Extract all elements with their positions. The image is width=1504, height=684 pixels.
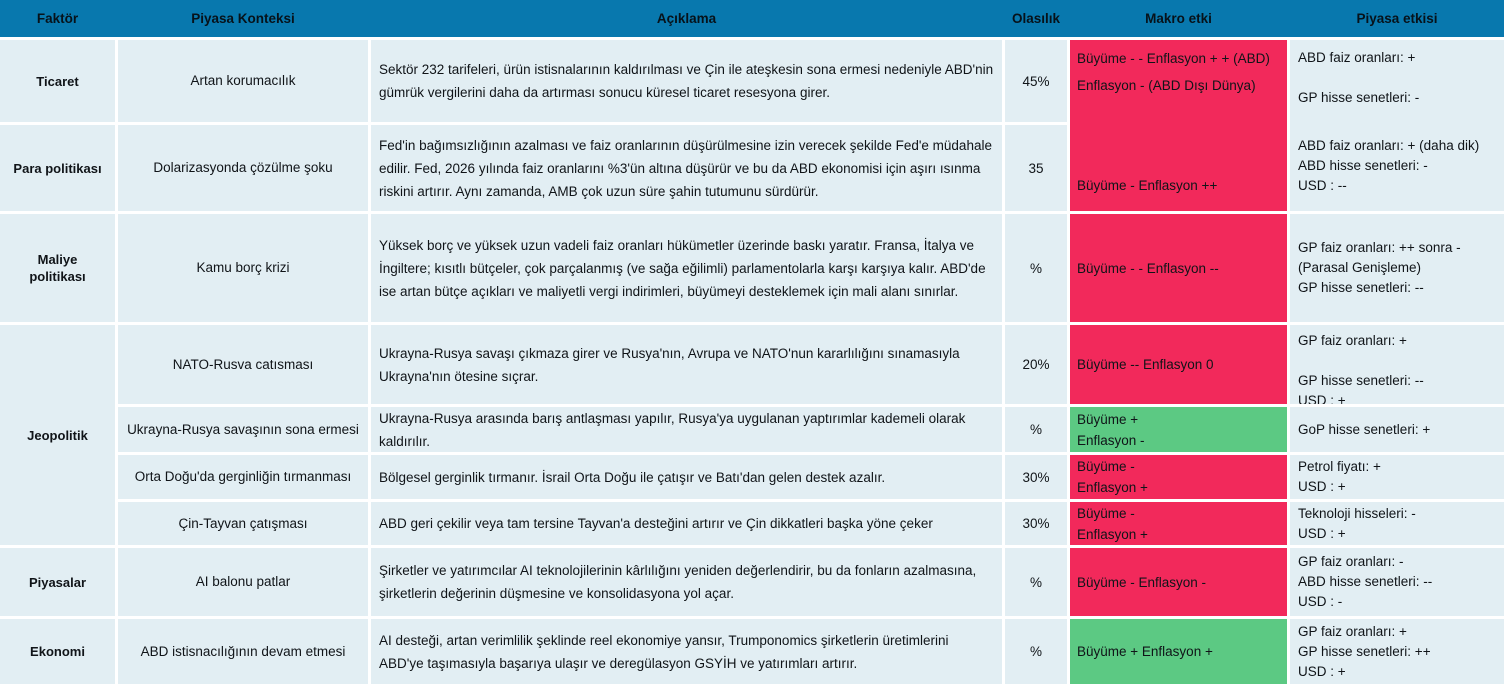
description-nato-rusya: Ukrayna-Rusya savaşı çıkmaza girer ve Rusya'nın, Avrupa ve NATO'nun kararlılığını sınamasıyla Ukrayna'nın ötesine sıçrar. bbox=[371, 325, 1002, 404]
macro-cell-orta-dogu bbox=[1070, 455, 1287, 499]
probability-ekonomi: % bbox=[1005, 619, 1067, 684]
probability-para-politikasi: 35 bbox=[1005, 125, 1067, 211]
text-line: USD : + bbox=[1298, 393, 1346, 404]
text-line: Teknoloji hisseleri: - bbox=[1298, 505, 1416, 521]
text-line: USD : -- bbox=[1298, 178, 1347, 193]
text-line: Büyüme - bbox=[1077, 505, 1135, 521]
text-line: GP faiz oranları: + bbox=[1298, 623, 1407, 639]
context-nato-rusya: NATO-Rusva catısması bbox=[118, 325, 368, 404]
text-line: Büyüme + bbox=[1077, 411, 1139, 427]
text-line: GP hisse senetleri: - bbox=[1298, 90, 1420, 105]
probability-nato-rusya: 20% bbox=[1005, 325, 1067, 404]
description-ekonomi: AI desteği, artan verimlilik şeklinde reel ekonomiye yansır, Trumponomics şirketlerin üretimlerini ABD'ye taşımasıyla başarıya ulaşır ve deregülasyon GSYİH ve yatırımları artırır. bbox=[371, 619, 1002, 684]
context-para-politikasi: Dolarizasyonda çözülme şoku bbox=[118, 125, 368, 211]
market-cell-ukrayna-baris bbox=[1290, 407, 1504, 452]
text-line: GP faiz oranları: + bbox=[1298, 333, 1407, 348]
market-cell-cin-tayvan bbox=[1290, 502, 1504, 545]
market-cell-orta-dogu bbox=[1290, 455, 1504, 499]
description-orta-dogu: Bölgesel gerginlik tırmanır. İsrail Orta Doğu ile çatışır ve Batı'dan gelen destek azalır. bbox=[371, 455, 1002, 499]
macro-cell-ticaret-para bbox=[1070, 40, 1287, 211]
macro-cell-ukrayna-baris bbox=[1070, 407, 1287, 452]
text-line: USD : + bbox=[1298, 663, 1346, 679]
market-cell-ekonomi bbox=[1290, 619, 1504, 684]
description-ticaret: Sektör 232 tarifeleri, ürün istisnalarının kaldırılması ve Çin ile ateşkesin sona ermesi nedeniyle ABD'nin gümrük vergilerini daha da artırması sonucu küresel ticaret resesyona girer. bbox=[371, 40, 1002, 122]
text-line: ABD hisse senetleri: - bbox=[1298, 158, 1428, 173]
factor-ticaret: Ticaret bbox=[0, 40, 115, 122]
factor-maliye-politikasi: Maliye politikası bbox=[0, 214, 115, 322]
header-macro-effect: Makro etki bbox=[1145, 11, 1212, 26]
text-line bbox=[1298, 68, 1496, 88]
market-cell-piyasalar bbox=[1290, 548, 1504, 616]
market-ticaret bbox=[1298, 48, 1496, 108]
header-context: Piyasa Konteksi bbox=[191, 11, 295, 26]
text-line: GP faiz oranları: ++ sonra - (Parasal Genişleme) bbox=[1298, 240, 1461, 275]
context-piyasalar: AI balonu patlar bbox=[118, 548, 368, 616]
probability-piyasalar: % bbox=[1005, 548, 1067, 616]
macro-para-politikasi: Büyüme - Enflasyon ++ bbox=[1077, 178, 1218, 193]
text-line: Petrol fiyatı: + bbox=[1298, 459, 1381, 474]
macro-cell-cin-tayvan bbox=[1070, 502, 1287, 545]
text-line: USD : - bbox=[1298, 594, 1343, 609]
factor-para-politikasi: Para politikası bbox=[0, 125, 115, 211]
text-line: USD : + bbox=[1298, 525, 1346, 541]
text-line: USD : + bbox=[1298, 479, 1346, 494]
text-line bbox=[1298, 351, 1496, 371]
probability-cin-tayvan: 30% bbox=[1005, 502, 1067, 545]
text-line: Büyüme - - Enflasyon + + (ABD) bbox=[1077, 51, 1270, 66]
context-ticaret: Artan korumacılık bbox=[118, 40, 368, 122]
table-header-row bbox=[0, 0, 1504, 37]
text-line: GoP hisse senetleri: + bbox=[1298, 421, 1431, 437]
context-maliye-politikasi: Kamu borç krizi bbox=[118, 214, 368, 322]
macro-cell-ekonomi: Büyüme + Enflasyon + bbox=[1070, 619, 1287, 684]
description-ukrayna-baris: Ukrayna-Rusya arasında barış antlaşması yapılır, Rusya'ya uygulanan yaptırımlar kademeli olarak kaldırılır. bbox=[371, 407, 1002, 452]
text-line: Enflasyon - bbox=[1077, 432, 1145, 448]
macro-cell-maliye-politikasi: Büyüme - - Enflasyon -- bbox=[1070, 214, 1287, 322]
header-factor: Faktör bbox=[36, 11, 79, 26]
text-line: GP hisse senetleri: ++ bbox=[1298, 643, 1431, 659]
macro-cell-piyasalar: Büyüme - Enflasyon - bbox=[1070, 548, 1287, 616]
context-cin-tayvan: Çin-Tayvan çatışması bbox=[118, 502, 368, 545]
text-line: Enflasyon - (ABD Dışı Dünya) bbox=[1077, 78, 1256, 93]
probability-maliye-politikasi: % bbox=[1005, 214, 1067, 322]
context-ukrayna-baris: Ukrayna-Rusya savaşının sona ermesi bbox=[118, 407, 368, 452]
macro-ticaret bbox=[1077, 40, 1280, 99]
factor-ekonomi: Ekonomi bbox=[0, 619, 115, 684]
header-market-effect: Piyasa etkisi bbox=[1356, 11, 1438, 26]
text-line: ABD faiz oranları: + (daha dik) bbox=[1298, 138, 1480, 153]
header-probability: Olasılık bbox=[1011, 11, 1061, 26]
factor-jeopolitik: Jeopolitik bbox=[0, 325, 115, 545]
description-cin-tayvan: ABD geri çekilir veya tam tersine Tayvan'a desteğini artırır ve Çin dikkatleri başka yöne çeker bbox=[371, 502, 1002, 545]
text-line: GP hisse senetleri: -- bbox=[1298, 373, 1424, 388]
text-line: ABD faiz oranları: + bbox=[1298, 50, 1416, 65]
text-line: Enflasyon + bbox=[1077, 480, 1148, 495]
description-maliye-politikasi: Yüksek borç ve yüksek uzun vadeli faiz oranları hükümetler üzerinde baskı yaratır. Fransa, İtalya ve İngiltere; kısıtlı bütçeler, çok parçalanmış (ve sağa eğilimli) parlamentolarla karşı karşıya kalır. ABD'de ise artan bütçe açıkları ve maliyetli vergi indirimleri, büyümeyi desteklemek için mali alanı sınırlar. bbox=[371, 214, 1002, 322]
factor-piyasalar: Piyasalar bbox=[0, 548, 115, 616]
probability-orta-dogu: 30% bbox=[1005, 455, 1067, 499]
context-ekonomi: ABD istisnacılığının devam etmesi bbox=[118, 619, 368, 684]
market-cell-ticaret-para bbox=[1290, 40, 1504, 211]
text-line: Büyüme - bbox=[1077, 459, 1135, 474]
market-para-politikasi bbox=[1298, 136, 1496, 196]
text-line: GP hisse senetleri: -- bbox=[1298, 280, 1424, 295]
context-orta-dogu: Orta Doğu'da gerginliğin tırmanması bbox=[118, 455, 368, 499]
description-para-politikasi: Fed'in bağımsızlığının azalması ve faiz oranlarının düşürülmesine izin verecek şekilde Fed'e müdahale edilir. Fed, 2026 yılında faiz oranlarını %3'ün altına düşürür ve bu da ABD ekonomisi için aşırı ısınma riskini artırır. Aynı zamanda, AMB çok uzun süre şahin tutumunu sürdürür. bbox=[371, 125, 1002, 211]
market-cell-nato-rusya bbox=[1290, 325, 1504, 404]
market-cell-maliye-politikasi bbox=[1290, 214, 1504, 322]
description-piyasalar: Şirketler ve yatırımcılar AI teknolojilerinin kârlılığını yeniden değerlendirir, bu da fonların azalmasına, şirketlerin değerinin düşmesine ve konsolidasyona yol açar. bbox=[371, 548, 1002, 616]
text-line: ABD hisse senetleri: -- bbox=[1298, 574, 1433, 589]
probability-ukrayna-baris: % bbox=[1005, 407, 1067, 452]
probability-ticaret: 45% bbox=[1005, 40, 1067, 122]
text-line: Enflasyon + bbox=[1077, 526, 1148, 542]
text-line: GP faiz oranları: - bbox=[1298, 554, 1404, 569]
header-description: Açıklama bbox=[656, 11, 717, 26]
macro-cell-nato-rusya: Büyüme -- Enflasyon 0 bbox=[1070, 325, 1287, 404]
